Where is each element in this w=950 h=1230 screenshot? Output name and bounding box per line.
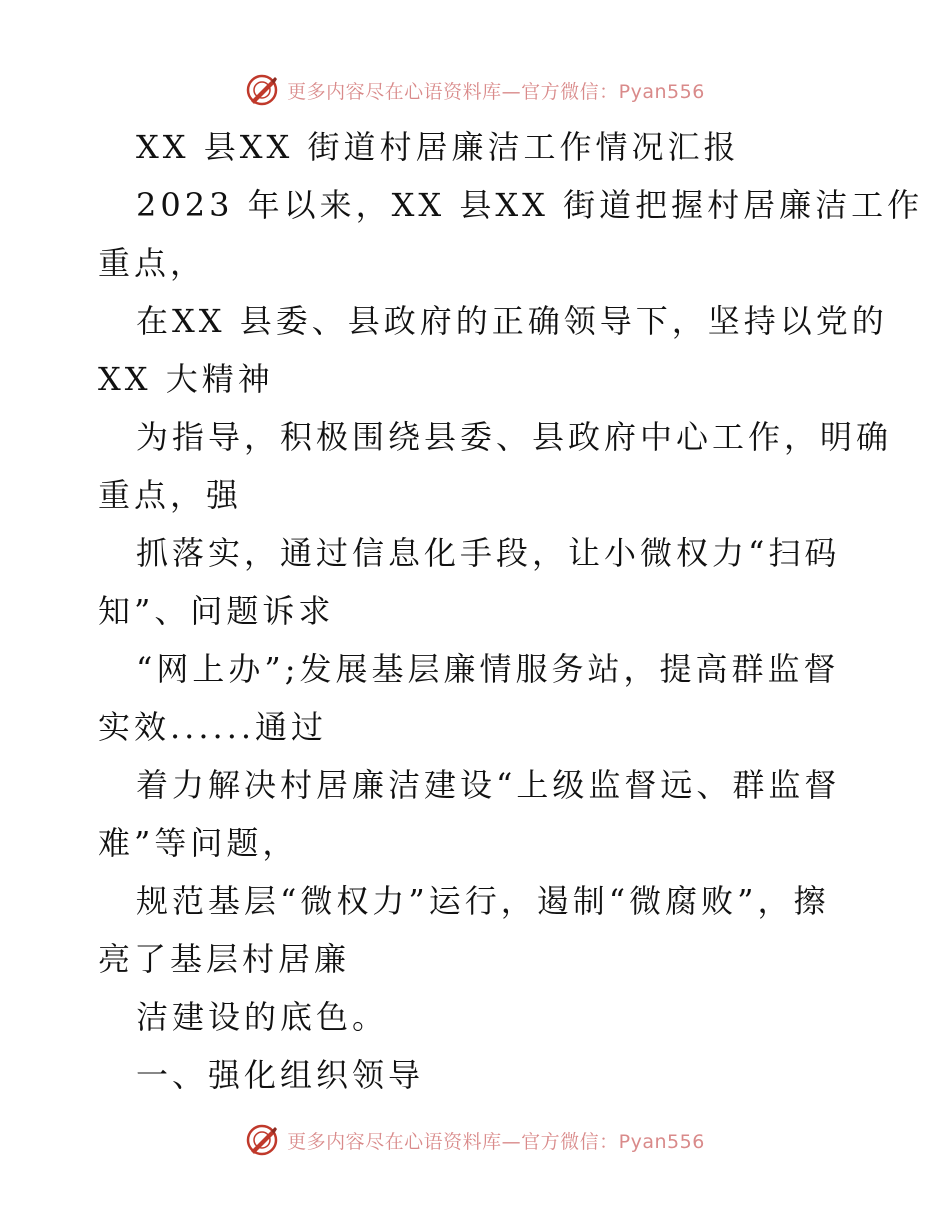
text-line: XX 县XX 街道村居廉洁工作情况汇报 [136,128,740,166]
watermark-text: 更多内容尽在心语资料库—官方微信：Pyan556 [287,1130,705,1153]
text-line: 洁建设的底色。 [136,998,389,1036]
text-line: 重点，强 [98,476,243,514]
pen-logo-icon [245,73,279,107]
text-line: 规范基层“微权力”运行，遏制“微腐败”，擦 [136,882,830,920]
text-line: 亮了基层村居廉 [98,940,351,978]
text-line: 难”等问题， [98,824,299,862]
pen-logo-icon [245,1123,279,1157]
text-line: “网上办”;发展基层廉情服务站，提高群监督 [136,650,840,688]
watermark-footer [0,1120,950,1160]
text-line: 实效......通过 [98,708,328,746]
text-line: 抓落实，通过信息化手段，让小微权力“扫码 [136,534,841,572]
text-line: 一、强化组织领导 [136,1056,425,1094]
text-line: 为指导，积极围绕县委、县政府中心工作，明确 [136,418,893,456]
text-line: 着力解决村居廉洁建设“上级监督远、群监督 [136,766,841,804]
watermark-header [0,70,950,110]
text-line: XX 大精神 [98,360,274,398]
text-line: 重点， [98,244,207,282]
document-body [98,118,924,1104]
text-line: 知”、问题诉求 [98,592,335,630]
text-line: 2023 年以来，XX 县XX 街道把握村居廉洁工作 [136,186,924,224]
text-line: 在XX 县委、县政府的正确领导下，坚持以党的 [136,302,888,340]
watermark-text: 更多内容尽在心语资料库—官方微信：Pyan556 [287,80,705,103]
